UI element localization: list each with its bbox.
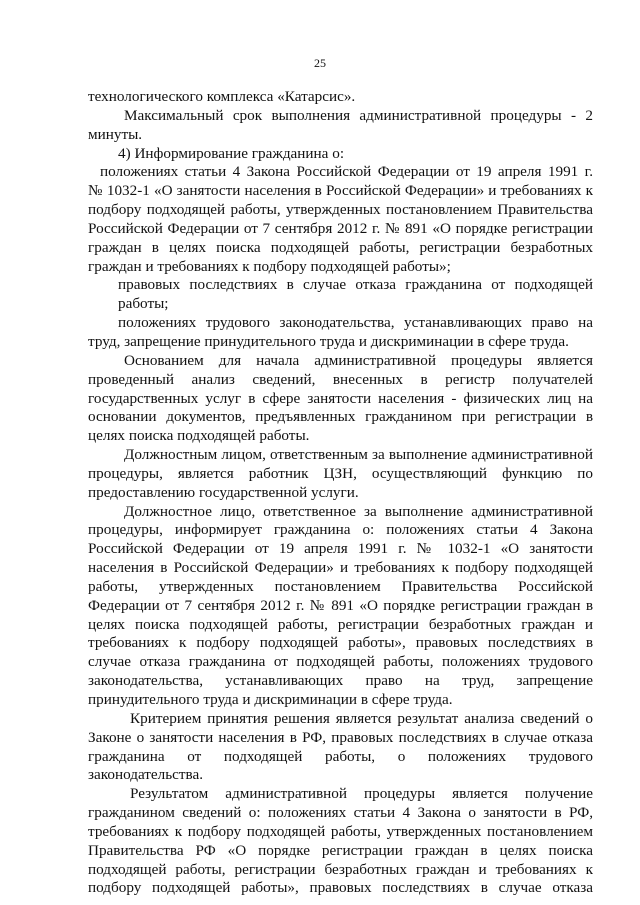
text-line: подбору подходящей работы, утвержденных постановлением Правительства	[88, 201, 593, 219]
text-line: основании документов, предъявленных гражданином при регистрации в	[88, 408, 593, 426]
text-line: Российской Федерации от 19 апреля 1991 г. № 1032-1 «О занятости	[88, 540, 593, 558]
text-line: требованиях к подбору подходящей работы», правовых последствиях в	[88, 634, 593, 652]
text-line: гражданином сведений о: положениях статьи 4 Закона о занятости в РФ,	[88, 804, 593, 822]
text-line: Федерации от 7 сентября 2012 г. № 891 «О порядке регистрации граждан в	[88, 596, 593, 614]
text-line: предоставлению государственной услуги.	[88, 483, 359, 501]
text-line: № 1032-1 «О занятости населения в Российской Федерации» и требованиях к	[88, 182, 593, 200]
text-line: минуты.	[88, 125, 143, 143]
text-line: подходящей работы, регистрации безработных граждан и требованиях к	[88, 860, 593, 878]
text-line: случае отказа гражданина от подходящей работы, положениях трудового	[88, 653, 593, 671]
text-line: Максимальный срок выполнения административной процедуры - 2	[124, 106, 593, 124]
text-line: принудительного труда и дискриминации в сфере труда.	[88, 691, 453, 708]
text-line: Должностным лицом, ответственным за выполнение административной	[124, 446, 593, 464]
text-line: законодательства.	[88, 766, 204, 784]
text-line: правовых последствиях в случае отказа гражданина от подходящей	[118, 276, 593, 294]
document-body	[88, 88, 593, 898]
text-line: подбору подходящей работы», правовых последствиях в случае отказа	[88, 879, 593, 897]
text-line: труд, запрещение принудительного труда и дискриминации в сфере труда.	[88, 332, 569, 350]
text-line: Должностное лицо, ответственное за выполнение административной	[124, 502, 593, 520]
text-line: граждан и требованиях к подбору подходящей работы»;	[88, 257, 451, 275]
text-line: работы;	[118, 295, 169, 313]
text-line: положениях статьи 4 Закона Российской Федерации от 19 апреля 1991 г.	[100, 163, 593, 181]
text-line: работы, утвержденных постановлением Правительства Российской	[88, 577, 593, 595]
text-line: государственных услуг в сфере занятости населения - физических лиц на	[88, 389, 593, 407]
text-line: Критерием принятия решения является результат анализа сведений о	[130, 709, 593, 727]
text-line: населения в Российской Федерации» и требованиях к подбору подходящей	[88, 559, 593, 577]
text-line: целях поиска подходящей работы, регистрации безработных граждан и	[88, 615, 593, 633]
text-line: проведенный анализ сведений, внесенных в регистр получателей	[88, 370, 593, 388]
text-line: Законе о занятости населения в РФ, правовых последствиях в случае отказа	[88, 728, 593, 746]
text-line: Результатом административной процедуры является получение	[130, 785, 593, 803]
text-line: Основанием для начала административной процедуры является	[124, 351, 593, 369]
text-line: законодательства, устанавливающих право на труд, запрещение	[88, 672, 593, 690]
text-line: Правительства РФ «О порядке регистрации граждан в целях поиска	[88, 841, 593, 859]
text-line: процедуры, является работник ЦЗН, осуществляющий функцию по	[88, 464, 593, 482]
text-line: процедуры, информирует гражданина о: положениях статьи 4 Закона	[88, 521, 593, 539]
text-line: технологического комплекса «Катарсис».	[88, 88, 356, 105]
text-line: положениях трудового законодательства, устанавливающих право на	[118, 314, 593, 332]
text-line: граждан в целях поиска подходящей работы, регистрации безработных	[88, 238, 593, 256]
text-line: требованиях к подбору подходящей работы, утвержденных постановлением	[88, 822, 593, 840]
text-line: целях поиска подходящей работы.	[88, 427, 310, 445]
text-line: 4) Информирование гражданина о:	[118, 144, 345, 162]
text-line: Российской Федерации от 7 сентября 2012 г. № 891 «О порядке регистрации	[88, 219, 593, 237]
text-line: гражданина от подходящей работы, о положениях трудового	[88, 747, 593, 765]
page-number: 25	[314, 56, 326, 70]
